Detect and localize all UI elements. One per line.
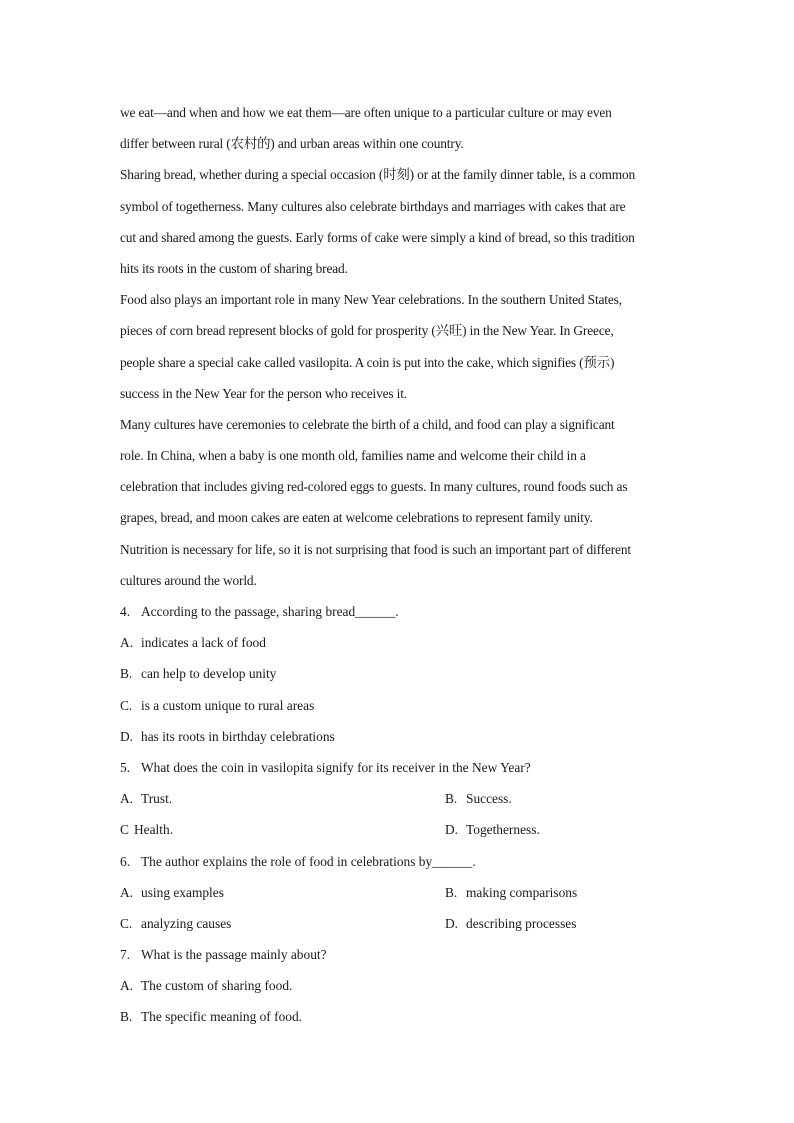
question-4-option-b bbox=[120, 658, 680, 689]
option-text: has its roots in birthday celebrations bbox=[141, 728, 335, 744]
option-text: describing processes bbox=[466, 915, 577, 931]
passage-line: pieces of corn bread represent blocks of gold for prosperity (兴旺) in the New Year. In Greece, bbox=[120, 323, 614, 339]
option-letter: B. bbox=[120, 1009, 133, 1025]
question-text: What is the passage mainly about? bbox=[141, 947, 327, 963]
question-number: 7. bbox=[120, 947, 131, 963]
question-5-option-d bbox=[445, 814, 540, 845]
passage-line: Nutrition is necessary for life, so it is not surprising that food is such an important part of different bbox=[120, 541, 631, 557]
question-5-option-c bbox=[120, 814, 445, 845]
option-letter: A. bbox=[120, 884, 134, 900]
option-letter: D. bbox=[120, 728, 134, 744]
question-number: 5. bbox=[120, 759, 131, 775]
passage-line: success in the New Year for the person who receives it. bbox=[120, 385, 408, 401]
passage-line: celebration that includes giving red-colored eggs to guests. In many cultures, round foods such as bbox=[120, 479, 628, 495]
option-text: analyzing causes bbox=[141, 915, 232, 931]
option-text: The custom of sharing food. bbox=[141, 978, 293, 994]
question-number: 4. bbox=[120, 604, 131, 619]
question-5-option-a bbox=[120, 783, 445, 814]
option-letter: A. bbox=[120, 978, 134, 994]
question-text: The author explains the role of food in celebrations by______. bbox=[141, 853, 476, 869]
passage-line: cut and shared among the guests. Early forms of cake were simply a kind of bread, so this tradition bbox=[120, 229, 635, 245]
question-6-option-b bbox=[445, 877, 577, 908]
question-text: According to the passage, sharing bread______. bbox=[141, 604, 399, 619]
question-6-stem bbox=[120, 846, 680, 877]
passage-line: we eat—and when and how we eat them—are often unique to a particular culture or may even bbox=[120, 105, 612, 120]
question-6-options-row-1 bbox=[120, 877, 680, 908]
passage-line: grapes, bread, and moon cakes are eaten at welcome celebrations to represent family unity. bbox=[120, 510, 593, 526]
document-content bbox=[120, 97, 680, 1033]
passage-line: people share a special cake called vasilopita. A coin is put into the cake, which signifies (预示) bbox=[120, 354, 615, 370]
question-text: What does the coin in vasilopita signify for its receiver in the New Year? bbox=[141, 759, 531, 775]
option-text: Togetherness. bbox=[466, 822, 540, 838]
option-text: using examples bbox=[141, 884, 224, 900]
question-4-option-d bbox=[120, 721, 680, 752]
question-7-option-a bbox=[120, 970, 680, 1001]
passage-line: hits its roots in the custom of sharing bread. bbox=[120, 260, 348, 276]
question-4-option-a bbox=[120, 627, 680, 658]
question-6-options-row-2 bbox=[120, 908, 680, 939]
question-7-stem bbox=[120, 939, 680, 970]
option-letter: B. bbox=[445, 884, 458, 900]
option-text: indicates a lack of food bbox=[141, 635, 266, 651]
option-text: The specific meaning of food. bbox=[141, 1009, 303, 1025]
option-letter: A. bbox=[120, 635, 134, 651]
question-4-option-c bbox=[120, 690, 680, 721]
passage-line: Sharing bread, whether during a special occasion (时刻) or at the family dinner table, is a common bbox=[120, 167, 636, 183]
question-5-options-row-2 bbox=[120, 814, 680, 845]
passage-line: Food also plays an important role in many New Year celebrations. In the southern United States, bbox=[120, 292, 622, 308]
option-letter: C bbox=[120, 822, 129, 838]
option-text: Success. bbox=[466, 791, 512, 807]
question-5-stem bbox=[120, 752, 680, 783]
option-letter: D. bbox=[445, 822, 459, 838]
option-text: Health. bbox=[134, 822, 174, 838]
passage-line: symbol of togetherness. Many cultures also celebrate birthdays and marriages with cakes that are bbox=[120, 198, 626, 214]
passage-line: cultures around the world. bbox=[120, 572, 257, 588]
option-letter: B. bbox=[120, 666, 133, 682]
question-number: 6. bbox=[120, 853, 131, 869]
question-4-stem bbox=[120, 596, 680, 627]
option-letter: D. bbox=[445, 915, 459, 931]
option-text: can help to develop unity bbox=[141, 666, 277, 682]
option-letter: C. bbox=[120, 915, 133, 931]
option-text: making comparisons bbox=[466, 884, 578, 900]
option-letter: A. bbox=[120, 791, 134, 807]
question-6-option-a bbox=[120, 877, 445, 908]
passage-line: differ between rural (农村的) and urban areas within one country. bbox=[120, 136, 464, 152]
passage-line: Many cultures have ceremonies to celebrate the birth of a child, and food can play a significant bbox=[120, 416, 615, 432]
option-text: Trust. bbox=[141, 791, 173, 807]
question-6-option-c bbox=[120, 908, 445, 939]
passage-line: role. In China, when a baby is one month old, families name and welcome their child in a bbox=[120, 448, 586, 464]
question-7-option-b bbox=[120, 1001, 680, 1032]
question-5-options-row-1 bbox=[120, 783, 680, 814]
option-text: is a custom unique to rural areas bbox=[141, 697, 315, 713]
question-5-option-b bbox=[445, 783, 512, 814]
option-letter: B. bbox=[445, 791, 458, 807]
question-6-option-d bbox=[445, 908, 576, 939]
option-letter: C. bbox=[120, 697, 133, 713]
